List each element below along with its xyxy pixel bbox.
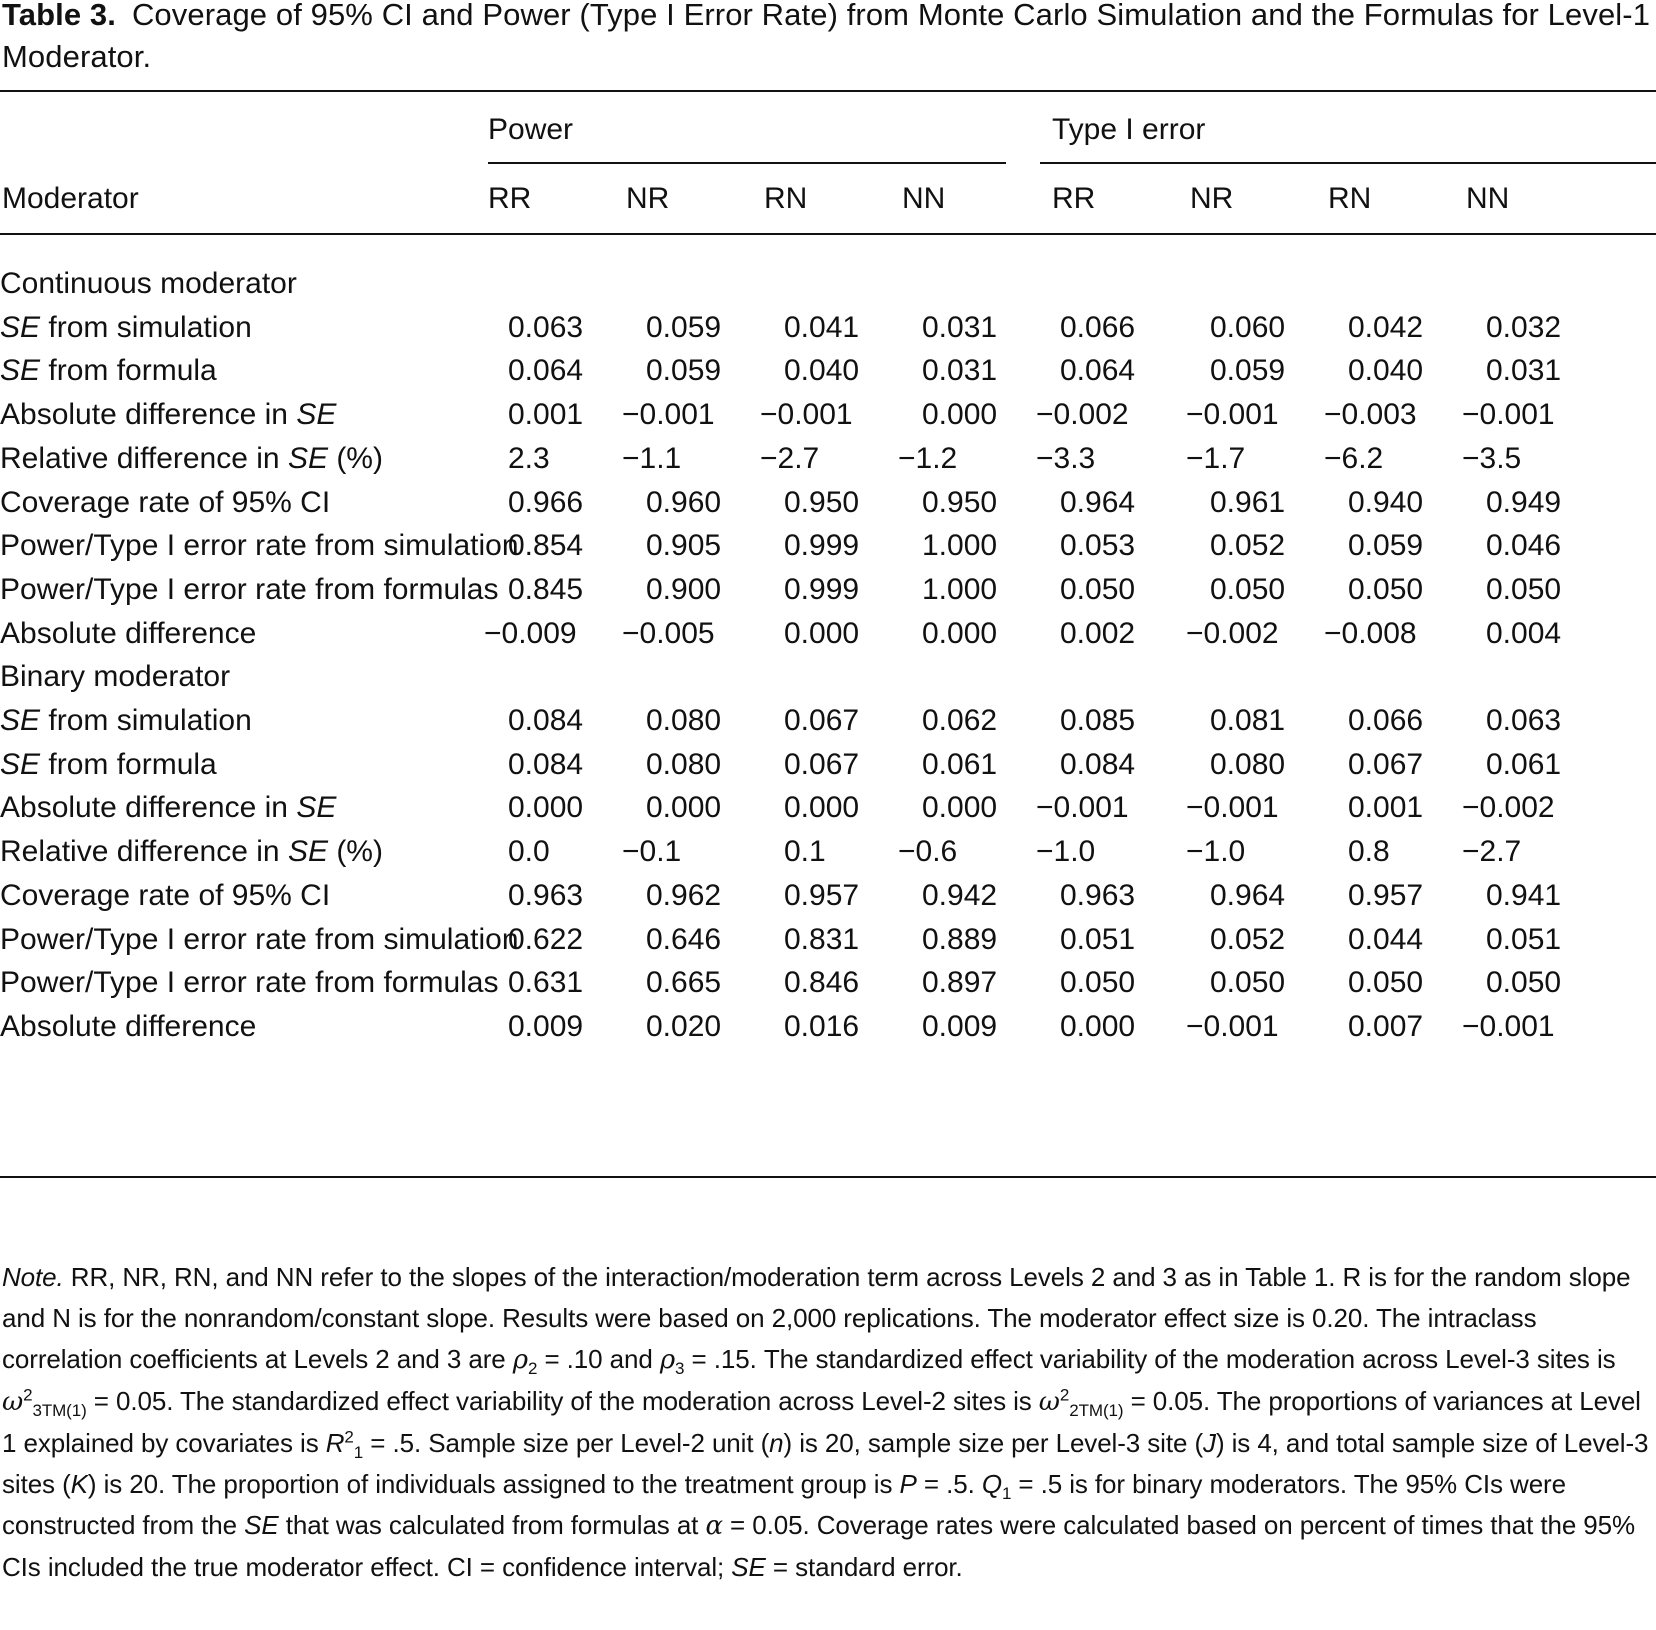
table-cell: 0.044 — [1348, 922, 1424, 956]
table-cell: 0.009 — [922, 1009, 998, 1043]
table-cell: 0.845 — [508, 572, 584, 606]
note-symbol: Q — [981, 1469, 1002, 1499]
table-row — [0, 874, 1656, 918]
note-symbol: n — [769, 1428, 784, 1458]
note-symbol: ω — [1038, 1387, 1060, 1417]
section-title: Binary moderator — [0, 660, 231, 694]
table-cell: 0.900 — [646, 572, 722, 606]
row-label — [0, 874, 484, 918]
table-row — [0, 481, 1656, 525]
table-cell: 0.631 — [508, 966, 584, 1000]
note-sub: 2 — [527, 1359, 538, 1379]
col-header: RN — [764, 182, 808, 215]
col-header: NR — [626, 182, 670, 215]
bottom-rule — [0, 1176, 1656, 1178]
note-text: RR, NR, RN, and NN refer to the slopes of the interaction/moderation term across Levels 2 and 3 as in Table 1. R is for the random slope and N is for the nonrandom/constant slope. Results were based on 2,000 replications. The moderator effect size is 0.20. The intraclass correlation coefficients at Levels 2 and 3 are — [2, 1262, 1631, 1374]
table-row — [0, 918, 1656, 962]
table-cell: 0.066 — [1060, 310, 1136, 344]
note-text: = 0.05. Coverage rates were calculated based on percent of times that the 95% CIs included the true moderator effect. CI = confidence interval; — [2, 1510, 1636, 1582]
table-cell: 0.084 — [508, 747, 584, 781]
table-cell: 1.000 — [922, 529, 998, 563]
table-cell: 0.000 — [1060, 1009, 1136, 1043]
note-symbol: SE — [731, 1552, 766, 1582]
table-cell: 0.665 — [646, 966, 722, 1000]
caption-label: Table 3. — [2, 0, 116, 32]
table-cell: 0.059 — [646, 310, 722, 344]
table-cell: 0.000 — [784, 616, 860, 650]
row-label-text: Power/Type I error rate from simulation — [0, 922, 519, 956]
note-sup: 2 — [344, 1427, 354, 1447]
table-cell: 0.963 — [508, 878, 584, 912]
table-cell: 0.046 — [1486, 529, 1562, 563]
note-sub: 2TM(1) — [1069, 1401, 1124, 1421]
note-text: ) is 20, sample size per Level-3 site ( — [783, 1428, 1204, 1458]
table-cell: 0.000 — [922, 398, 998, 432]
table-cell: 0.032 — [1486, 310, 1562, 344]
type1-subrule — [1040, 162, 1656, 164]
table-cell: 0.031 — [922, 310, 998, 344]
table-cell: −1.0 — [1036, 835, 1096, 869]
table-cell: 0.020 — [646, 1009, 722, 1043]
table-row — [0, 786, 1656, 830]
col-header: NN — [902, 182, 946, 215]
note-text: ) is 20. The proportion of individuals assigned to the treatment group is — [87, 1469, 900, 1499]
table-cell: 0.846 — [784, 966, 860, 1000]
row-label-text: Power/Type I error rate from formulas — [0, 966, 499, 1000]
table-cell: 0.000 — [784, 791, 860, 825]
row-label-text: Power/Type I error rate from formulas — [0, 572, 499, 606]
col-header: RR — [1052, 182, 1096, 215]
table-cell: 0.050 — [1060, 966, 1136, 1000]
row-label — [0, 306, 484, 350]
table-cell: 0.059 — [1348, 529, 1424, 563]
row-label-text: Coverage rate of 95% CI — [0, 878, 331, 912]
table-cell: 0.080 — [646, 747, 722, 781]
table-cell: 0.007 — [1348, 1009, 1424, 1043]
note-symbol: ρ — [659, 1345, 676, 1375]
table-cell: 0.066 — [1348, 704, 1424, 738]
col-header: RN — [1328, 182, 1372, 215]
row-label — [0, 568, 499, 612]
row-label — [0, 349, 484, 393]
table-cell: 0.962 — [646, 878, 722, 912]
row-label-text: SE from formula — [0, 747, 217, 781]
table-cell: 0.0 — [508, 835, 550, 869]
table-cell: 0.050 — [1348, 966, 1424, 1000]
row-label — [0, 1005, 484, 1049]
table-cell: −3.5 — [1462, 441, 1522, 475]
table-row — [0, 437, 1656, 481]
data-table — [0, 262, 1656, 1049]
note-symbol: SE — [244, 1510, 279, 1540]
row-label-text: Absolute difference — [0, 1009, 257, 1043]
table-cell: −0.001 — [760, 398, 853, 432]
table-cell: 0.999 — [784, 529, 860, 563]
table-cell: 0.067 — [1348, 747, 1424, 781]
table-cell: 0.940 — [1348, 485, 1424, 519]
table-cell: 0.051 — [1060, 922, 1136, 956]
table-cell: 2.3 — [508, 441, 550, 475]
table-cell: 0.646 — [646, 922, 722, 956]
table-cell: 0.050 — [1060, 572, 1136, 606]
table-row — [0, 349, 1656, 393]
row-label — [0, 830, 484, 874]
table-row — [0, 393, 1656, 437]
row-label — [0, 961, 499, 1005]
table-cell: 0.031 — [922, 354, 998, 388]
table-cell: 0.050 — [1210, 966, 1286, 1000]
table-cell: 0.960 — [646, 485, 722, 519]
table-cell: 0.040 — [1348, 354, 1424, 388]
col-header: NN — [1466, 182, 1510, 215]
table-cell: 0.040 — [784, 354, 860, 388]
table-row — [0, 612, 1656, 656]
table-cell: −0.001 — [1462, 398, 1555, 432]
caption-text: Coverage of 95% CI and Power (Type I Error Rate) from Monte Carlo Simulation and the Formulas for Level-1 Moderator. — [2, 0, 1651, 74]
table-cell: 0.061 — [1486, 747, 1562, 781]
table-cell: −0.1 — [622, 835, 682, 869]
table-cell: −3.3 — [1036, 441, 1096, 475]
table-cell: 0.067 — [784, 747, 860, 781]
table-cell: 0.051 — [1486, 922, 1562, 956]
table-row — [0, 961, 1656, 1005]
table-cell: −0.009 — [484, 616, 577, 650]
top-rule — [0, 90, 1656, 92]
note-text: that was calculated from formulas at — [278, 1510, 706, 1540]
table-cell: −0.005 — [622, 616, 715, 650]
note-symbol: ρ — [512, 1345, 528, 1375]
table-cell: 0.059 — [1210, 354, 1286, 388]
table-cell: 0.084 — [508, 704, 584, 738]
table-cell: 0.964 — [1210, 878, 1286, 912]
table-cell: 0.052 — [1210, 529, 1286, 563]
note-symbol: K — [70, 1469, 88, 1499]
table-caption — [2, 0, 1652, 78]
table-cell: 0.080 — [1210, 747, 1286, 781]
row-label-text: Absolute difference in SE — [0, 791, 337, 825]
note-text: = .15. The standardized effect variability of the moderation across Level-3 sites is — [684, 1344, 1616, 1374]
note-text: = .5. — [916, 1469, 982, 1499]
table-cell: 0.081 — [1210, 704, 1286, 738]
table-cell: −0.001 — [1186, 398, 1279, 432]
table-cell: 0.957 — [784, 878, 860, 912]
note-text: = .10 and — [537, 1344, 660, 1374]
table-cell: 0.031 — [1486, 354, 1562, 388]
table-cell: 0.059 — [646, 354, 722, 388]
table-cell: −1.2 — [898, 441, 958, 475]
table-row — [0, 743, 1656, 787]
row-label-text: SE from simulation — [0, 704, 252, 738]
note-text: = 0.05. The standardized effect variability of the moderation across Level-2 sites is — [86, 1386, 1039, 1416]
table-cell: 0.961 — [1210, 485, 1286, 519]
note-sup: 2 — [1059, 1385, 1070, 1405]
table-cell: 0.949 — [1486, 485, 1562, 519]
row-label-text: Absolute difference — [0, 616, 257, 650]
table-cell: 0.067 — [784, 704, 860, 738]
table-cell: 0.966 — [508, 485, 584, 519]
table-row — [0, 306, 1656, 350]
row-label — [0, 699, 484, 743]
section-row — [0, 655, 1656, 699]
table-cell: 0.042 — [1348, 310, 1424, 344]
row-label — [0, 786, 484, 830]
note-symbol: α — [705, 1511, 723, 1541]
table-cell: 0.831 — [784, 922, 860, 956]
row-label-text: Power/Type I error rate from simulation — [0, 529, 519, 563]
table-cell: 0.942 — [922, 878, 998, 912]
table-cell: 0.854 — [508, 529, 584, 563]
table-cell: −0.001 — [622, 398, 715, 432]
group-header-power: Power — [488, 113, 574, 146]
table-row — [0, 524, 1656, 568]
group-header-type1: Type I error — [1052, 113, 1206, 146]
table-row — [0, 699, 1656, 743]
table-cell: 0.963 — [1060, 878, 1136, 912]
note-text: = standard error. — [765, 1552, 963, 1582]
table-cell: −0.002 — [1036, 398, 1129, 432]
table-cell: 0.050 — [1210, 572, 1286, 606]
table-note — [2, 1257, 1654, 1588]
table-cell: −0.002 — [1186, 616, 1279, 650]
table-cell: 0.063 — [1486, 704, 1562, 738]
row-label-text: SE from simulation — [0, 310, 252, 344]
col-header: NR — [1190, 182, 1234, 215]
table-cell: −0.6 — [898, 835, 958, 869]
table-cell: 0.000 — [646, 791, 722, 825]
table-row — [0, 830, 1656, 874]
row-label — [0, 393, 484, 437]
table-cell: −1.1 — [622, 441, 682, 475]
section-row — [0, 262, 1656, 306]
table-cell: 0.000 — [508, 791, 584, 825]
col-header: RR — [488, 182, 532, 215]
note-sub: 1 — [1001, 1484, 1012, 1504]
note-lead: Note. — [2, 1262, 64, 1292]
table-cell: 0.622 — [508, 922, 584, 956]
row-label-text: Relative difference in SE (%) — [0, 835, 383, 869]
table-cell: 0.001 — [508, 398, 584, 432]
note-symbol: ω — [2, 1387, 24, 1417]
row-label — [0, 612, 484, 656]
table-cell: 0.085 — [1060, 704, 1136, 738]
table-cell: −6.2 — [1324, 441, 1384, 475]
table-row — [0, 1005, 1656, 1049]
table-cell: 0.002 — [1060, 616, 1136, 650]
header-rule — [0, 233, 1656, 235]
table-cell: 0.950 — [922, 485, 998, 519]
table-cell: 0.000 — [922, 616, 998, 650]
table-cell: 0.009 — [508, 1009, 584, 1043]
table-cell: 0.041 — [784, 310, 860, 344]
table-cell: 0.050 — [1486, 966, 1562, 1000]
table-cell: 0.084 — [1060, 747, 1136, 781]
table-cell: −0.003 — [1324, 398, 1417, 432]
table-cell: 0.080 — [646, 704, 722, 738]
table-cell: 0.905 — [646, 529, 722, 563]
table-cell: 0.950 — [784, 485, 860, 519]
table-cell: 0.004 — [1486, 616, 1562, 650]
table-cell: 0.064 — [508, 354, 584, 388]
table-cell: −0.002 — [1462, 791, 1555, 825]
table-cell: −0.008 — [1324, 616, 1417, 650]
table-cell: 0.964 — [1060, 485, 1136, 519]
note-text: ) is 4, and total sample size of Level-3 sites ( — [2, 1428, 1649, 1499]
row-label — [0, 918, 519, 962]
note-symbol: R — [325, 1428, 345, 1458]
note-text: = 0.05. The proportions of variances at Level 1 explained by covariates is — [2, 1386, 1641, 1458]
note-symbol: P — [899, 1469, 917, 1499]
table-cell: −2.7 — [1462, 835, 1522, 869]
table-cell: 0.8 — [1348, 835, 1390, 869]
table-cell: −0.001 — [1186, 1009, 1279, 1043]
table-cell: 0.064 — [1060, 354, 1136, 388]
table-cell: 0.016 — [784, 1009, 860, 1043]
row-label-text: Absolute difference in SE — [0, 398, 337, 432]
table-cell: 0.957 — [1348, 878, 1424, 912]
moderator-header: Moderator — [2, 182, 139, 215]
note-sub: 3TM(1) — [32, 1401, 87, 1421]
table-cell: 0.889 — [922, 922, 998, 956]
table-cell: 0.060 — [1210, 310, 1286, 344]
table-cell: −1.0 — [1186, 835, 1246, 869]
row-label — [0, 743, 484, 787]
table-cell: 0.062 — [922, 704, 998, 738]
power-subrule — [488, 162, 1006, 164]
table-cell: 1.000 — [922, 572, 998, 606]
table-cell: 0.001 — [1348, 791, 1424, 825]
note-sub: 3 — [675, 1359, 685, 1379]
section-title: Continuous moderator — [0, 267, 297, 300]
table-cell: 0.897 — [922, 966, 998, 1000]
table-cell: −1.7 — [1186, 441, 1246, 475]
row-label — [0, 481, 484, 525]
table-cell: 0.999 — [784, 572, 860, 606]
row-label-text: Relative difference in SE (%) — [0, 441, 383, 475]
table-cell: 0.050 — [1486, 572, 1562, 606]
table-cell: −0.001 — [1462, 1009, 1555, 1043]
note-sub: 1 — [353, 1443, 364, 1463]
row-label-text: SE from formula — [0, 354, 217, 388]
table-cell: −0.001 — [1036, 791, 1129, 825]
table-cell: 0.1 — [784, 835, 826, 869]
table-cell: 0.061 — [922, 747, 998, 781]
row-label — [0, 524, 519, 568]
note-sup: 2 — [23, 1385, 33, 1405]
table-cell: 0.063 — [508, 310, 584, 344]
table-cell: −0.001 — [1186, 791, 1279, 825]
table-cell: 0.052 — [1210, 922, 1286, 956]
note-text: = .5 is for binary moderators. The 95% CIs were constructed from the — [2, 1469, 1566, 1540]
table-cell: 0.000 — [922, 791, 998, 825]
row-label — [0, 437, 484, 481]
note-text: = .5. Sample size per Level-2 unit ( — [363, 1428, 770, 1458]
note-symbol: J — [1203, 1428, 1216, 1458]
table-cell: 0.050 — [1348, 572, 1424, 606]
table-cell: 0.941 — [1486, 878, 1562, 912]
row-label-text: Coverage rate of 95% CI — [0, 485, 331, 519]
table-cell: −2.7 — [760, 441, 820, 475]
table-row — [0, 568, 1656, 612]
table-cell: 0.053 — [1060, 529, 1136, 563]
